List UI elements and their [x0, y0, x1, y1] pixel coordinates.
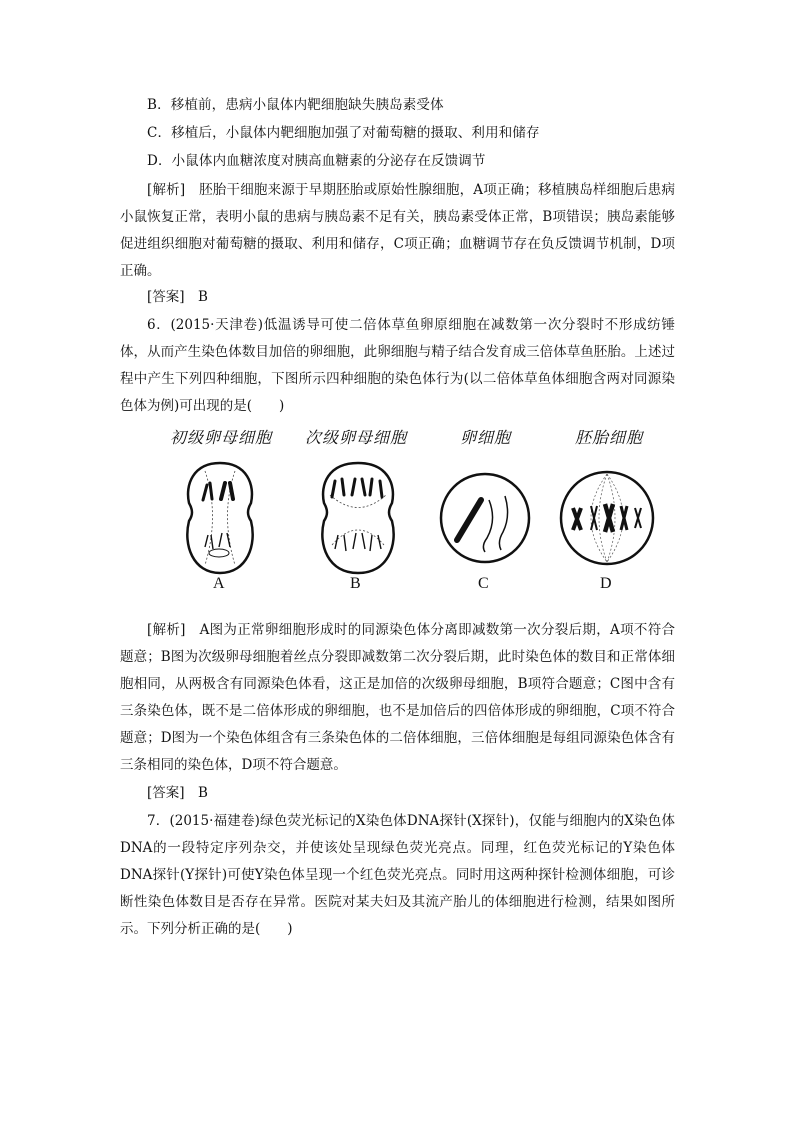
cell-figure — [160, 425, 660, 605]
cell-title-d: 胚胎细胞 — [575, 428, 644, 447]
cell-c-diagram — [437, 470, 533, 570]
answer-q6: [答案] B — [147, 785, 208, 801]
cell-a-diagram — [175, 455, 265, 585]
cell-letter-d: D — [600, 575, 612, 592]
answer-q5: [答案] B — [147, 289, 208, 305]
question-6: 6．(2015·天津卷)低温诱导可使二倍体草鱼卵原细胞在减数第一次分裂时不形成纺锤体，从而产生染色体数目加倍的卵细胞，此卵细胞与精子结合发育成三倍体草鱼胚胎。上述过程中产生下列四种细胞，下图所示四种细胞的染色体行为(以二倍体草鱼体细胞含两对同源染色体为例)可出现的是( ) — [120, 317, 675, 414]
option-c-q5: C．移植后，小鼠体内靶细胞加强了对葡萄糖的摄取、利用和储存 — [147, 125, 540, 141]
analysis-q6: [解析] A图为正常卵细胞形成时的同源染色体分离即减数第一次分裂后期，A项不符合题意；B图为次级卵母细胞着丝点分裂即减数第二次分裂后期，此时染色体的数目和正常体细胞相同，从两极含有同源染色体看，这正是加倍的次级卵母细胞，B项符合题意；C图中含有三条染色体，既不是二倍体形成的卵细胞，也不是加倍后的四倍体形成的卵细胞，C项不符合题意；D图为一个染色体组含有三条染色体的二倍体细胞，三倍体细胞是每组同源染色体含有三条相同的染色体，D项不符合题意。 — [120, 622, 675, 773]
option-b-q5: B．移植前，患病小鼠体内靶细胞缺失胰岛素受体 — [147, 97, 444, 113]
cell-b-diagram — [310, 455, 406, 585]
cell-title-b: 次级卵母细胞 — [305, 428, 408, 447]
cell-letter-c: C — [478, 575, 489, 592]
analysis-q5: [解析] 胚胎干细胞来源于早期胚胎或原始性腺细胞，A项正确；移植胰岛样细胞后患病小鼠恢复正常，表明小鼠的患病与胰岛素不足有关，胰岛素受体正常，B项错误；胰岛素能够促进组织细胞对葡萄糖的摄取、利用和储存，C项正确；血糖调节存在负反馈调节机制，D项正确。 — [120, 182, 675, 279]
option-d-q5: D．小鼠体内血糖浓度对胰高血糖素的分泌存在反馈调节 — [147, 153, 486, 169]
cell-d-diagram — [555, 468, 659, 572]
cell-letter-a: A — [213, 575, 225, 592]
cell-title-c: 卵细胞 — [460, 428, 512, 447]
question-7: 7．(2015·福建卷)绿色荧光标记的X染色体DNA探针(X探针)，仅能与细胞内的X染色体DNA的一段特定序列杂交，并使该处呈现绿色荧光亮点。同理，红色荧光标记的Y染色体DNA探针(Y探针)可使Y染色体呈现一个红色荧光亮点。同时用这两种探针检测体细胞，可诊断性染色体数目是否存在异常。医院对某夫妇及其流产胎儿的体细胞进行检测，结果如图所示。下列分析正确的是( ) — [120, 813, 675, 937]
cell-letter-b: B — [350, 575, 361, 592]
cell-title-a: 初级卵母细胞 — [170, 428, 273, 447]
